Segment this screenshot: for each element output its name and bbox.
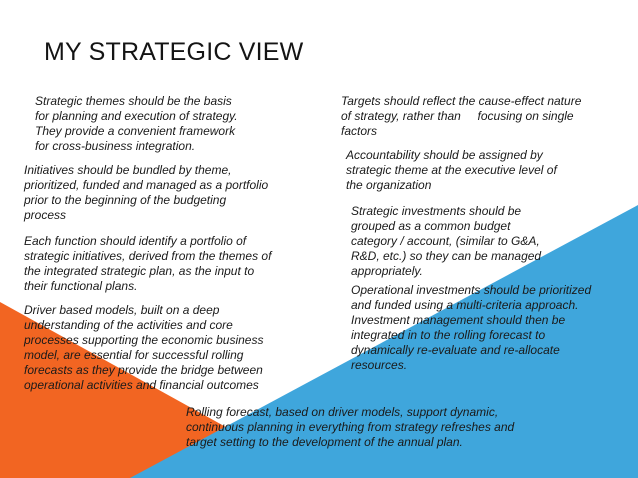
accountability-text [346,148,557,193]
text-line: appropriately. [351,264,423,278]
text-line: grouped as a common budget [351,219,511,233]
text-line: processes supporting the economic business [24,333,264,347]
operational-investments-text [351,283,591,373]
text-line: They provide a convenient framework [35,124,236,138]
text-line: Rolling forecast, based on driver models, support dynamic, [186,405,499,419]
text-line: integrated in to the rolling forecast to [351,328,546,342]
text-line: their functional plans. [24,279,138,293]
text-line: dynamically re-evaluate and re-allocate [351,343,560,357]
text-line: R&D, etc.) so they can be managed [351,249,542,263]
function-portfolio-text [24,234,271,294]
rolling-forecast-text [186,405,514,450]
text-line: factors [341,124,378,138]
text-line: Targets should reflect the cause-effect nature [341,94,582,108]
text-line: of strategy, rather than focusing on single [341,109,574,123]
text-line: category / account, (similar to G&A, [351,234,540,248]
text-line: prior to the beginning of the budgeting [24,193,227,207]
text-line: for planning and execution of strategy. [35,109,238,123]
text-line: Strategic themes should be the basis [35,94,232,108]
text-line: Driver based models, built on a deep [24,303,220,317]
text-line: operational activities and financial outcomes [24,378,259,392]
initiatives-text [24,163,268,223]
text-line: target setting to the development of the annual plan. [186,435,463,449]
text-line: for cross-business integration. [35,139,196,153]
text-line: Operational investments should be prioritized [351,283,592,297]
text-line: the integrated strategic plan, as the input to [24,264,255,278]
text-line: Initiatives should be bundled by theme, [24,163,232,177]
text-line: Investment management should then be [351,313,566,327]
text-line: and funded using a multi-criteria approach. [351,298,579,312]
targets-text [341,94,581,139]
text-line: continuous planning in everything from strategy refreshes and [186,420,515,434]
text-line: prioritized, funded and managed as a portfolio [24,178,269,192]
text-line: model, are essential for successful rolling [24,348,244,362]
text-line: resources. [351,358,408,372]
text-line: the organization [346,178,432,192]
text-line: forecasts as they provide the bridge between [24,363,263,377]
strategic-themes-text [35,94,238,154]
text-line: Accountability should be assigned by [346,148,543,162]
slide-title: MY STRATEGIC VIEW [44,38,304,66]
text-line: understanding of the activities and core [24,318,233,332]
driver-models-text [24,303,263,393]
text-line: strategic initiatives, derived from the themes of [24,249,272,263]
text-line: Strategic investments should be [351,204,522,218]
text-line: strategic theme at the executive level of [346,163,557,177]
strategic-investments-text [351,204,541,279]
text-line: Each function should identify a portfolio of [24,234,247,248]
text-line: process [24,208,67,222]
